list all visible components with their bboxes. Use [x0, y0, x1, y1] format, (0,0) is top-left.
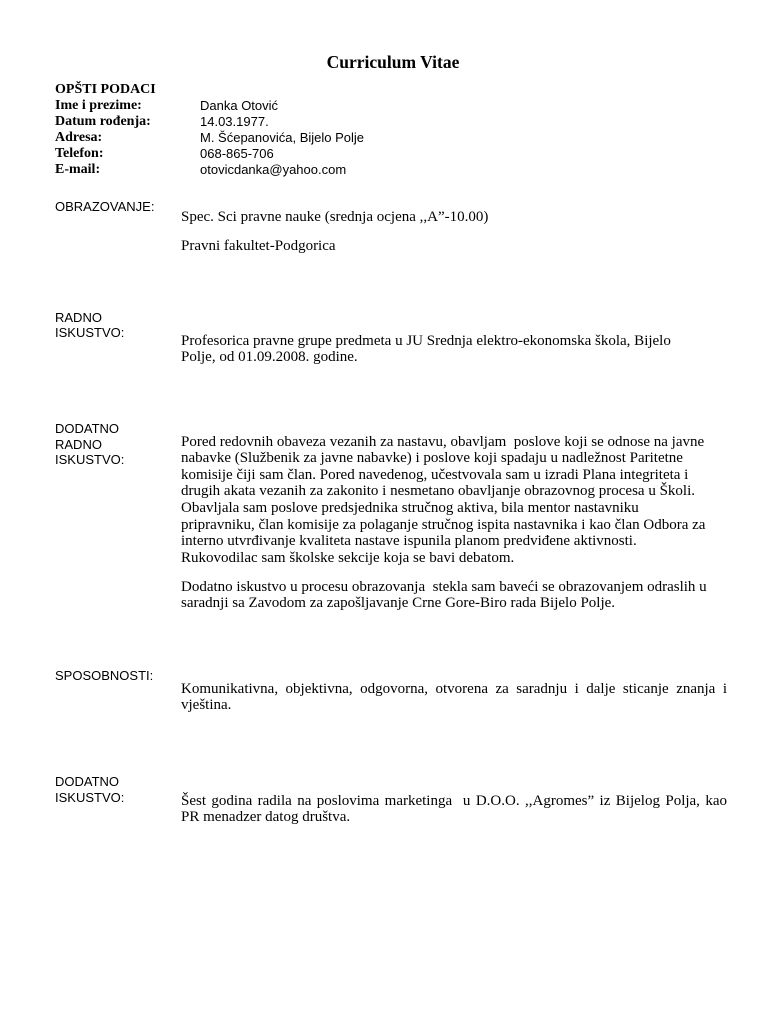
paragraph-line: Dodatno iskustvo u procesu obrazovanja stekla sam baveći se obrazovanjem odraslih u — [181, 578, 707, 595]
paragraph — [181, 681, 727, 714]
field-label: Ime i prezime: — [55, 98, 142, 113]
paragraph-line: komisije čiji sam član. Pored navedenog, učestvovala sam u izradi Plana integriteta i — [181, 466, 689, 483]
field-row-email — [55, 162, 455, 178]
section-label-line: RADNO — [55, 436, 102, 452]
field-row-address — [55, 130, 455, 146]
section-label-line: ISKUSTVO: — [55, 325, 125, 340]
field-value: Danka Otović — [200, 98, 279, 113]
section-label-line: OBRAZOVANJE: — [55, 199, 155, 214]
field-label: E-mail: — [55, 162, 101, 177]
field-row-birth-date — [55, 114, 455, 130]
field-value: 14.03.1977. — [200, 114, 269, 129]
field-value: M. Šćepanovića, Bijelo Polje — [200, 130, 365, 145]
section-label-line: ISKUSTVO: — [55, 789, 125, 805]
document-title: Curriculum Vitae — [326, 52, 460, 72]
paragraph-line: interno utvrđivanje kvaliteta nastave ispunila planom predviđene aktivnosti. — [181, 533, 637, 550]
email-value: otovicdanka@yahoo.com — [200, 162, 347, 177]
section-label-line: DODATNO — [55, 774, 120, 790]
paragraph — [181, 434, 727, 567]
section-label-line: SPOSOBNOSTI: — [55, 668, 154, 684]
paragraph-line: saradnji sa Zavodom za zapošljavanje Crne Gore-Biro rada Bijelo Polje. — [181, 595, 616, 612]
section-label — [55, 668, 153, 684]
paragraph-line: Komunikativna, objektivna, odgovorna, otvorena za saradnju i dalje sticanje znanja i — [181, 680, 727, 697]
section-label-line: DODATNO — [55, 421, 120, 437]
field-value: 068-865-706 — [200, 146, 274, 161]
section-label — [55, 310, 124, 341]
paragraph-line: nabavke (Službenik za javne nabavke) i poslove koji spadaju u nadležnost Paritetne — [181, 450, 683, 467]
paragraph-line: drugih akata vezanih za zakonito i nesmetano obavljanje obrazovnog procesa u Školi. — [181, 483, 695, 500]
paragraph-line: pripravniku, član komisije za polaganje stručnog ispita nastavnika i kao član Odbora za — [181, 516, 706, 533]
section-label-line: RADNO — [55, 309, 102, 325]
section-label — [55, 199, 154, 215]
paragraph — [181, 793, 727, 826]
section-label-line: ISKUSTVO: — [55, 452, 125, 468]
paragraph-line: vještina. — [181, 697, 232, 714]
paragraph-line: PR menadzer datog društva. — [181, 809, 351, 826]
paragraph-line: Profesorica pravne grupe predmeta u JU Srednja elektro-ekonomska škola, Bijelo — [181, 332, 671, 349]
education-entry: Pravni fakultet-Podgorica — [181, 237, 336, 254]
education-entry: Spec. Sci pravne nauke (srednja ocjena ,,A”-10.00) — [181, 208, 489, 225]
field-row-phone — [55, 146, 455, 162]
field-row-name — [55, 98, 455, 114]
paragraph-line: Rukovodilac sam školske sekcije koja se bavi debatom. — [181, 549, 515, 566]
section-label — [55, 774, 124, 805]
paragraph-line: Šest godina radila na poslovima marketinga u D.O.O. ,,Agromes” iz Bijelog Polja, kao — [181, 792, 727, 809]
field-label: Telefon: — [55, 146, 104, 161]
paragraph — [181, 579, 727, 612]
paragraph-line: Obavljala sam poslove predsjednika stručnog aktiva, bila mentor nastavniku — [181, 500, 639, 517]
paragraph-line: Polje, od 01.09.2008. godine. — [181, 349, 358, 366]
field-label: Adresa: — [55, 130, 103, 145]
general-info-heading: OPŠTI PODACI — [55, 82, 156, 97]
paragraph-line: Pored redovnih obaveza vezanih za nastavu, obavljam poslove koji se odnose na javne — [181, 433, 705, 450]
section-label — [55, 421, 124, 468]
field-label: Datum rođenja: — [55, 114, 151, 129]
paragraph — [181, 333, 727, 366]
